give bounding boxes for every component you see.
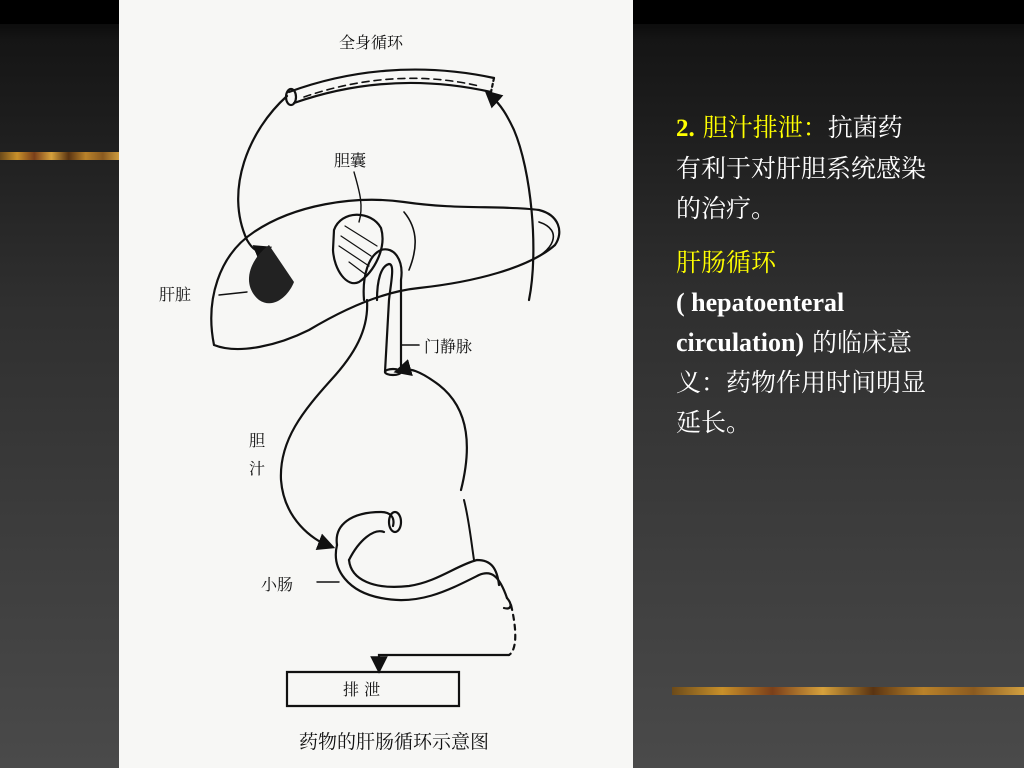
label-gallbladder: 胆囊 [334, 151, 367, 170]
blood-flow-line [402, 369, 467, 490]
portal-vein-vessel [364, 249, 402, 375]
systemic-circulation-vessel [286, 70, 494, 105]
flow-line-ascending [491, 96, 533, 300]
point-2-body: 抗菌药有利于对肝胆系统感染的治疗。 [676, 113, 927, 223]
point-2-title: 胆汁排泄： [702, 113, 828, 142]
diagram-caption: 药物的肝肠循环示意图 [299, 731, 490, 753]
diagram-drawing [119, 0, 633, 768]
label-excretion: 排 泄 [343, 680, 381, 699]
label-liver: 肝脏 [159, 285, 192, 304]
enterohepatic-diagram [119, 0, 633, 768]
liver-shadow [249, 245, 294, 303]
accent-bar-left [0, 152, 120, 160]
label-portal-vein: 门静脉 [424, 337, 473, 356]
cycle-title: 肝肠循环 [676, 248, 777, 277]
explanation-text [676, 108, 926, 443]
point-2-paragraph [676, 108, 926, 229]
label-bile-char1: 胆 [249, 431, 266, 450]
cycle-paragraph [676, 243, 926, 443]
gallbladder-shape [333, 215, 382, 283]
point-2-number: 2. [676, 115, 695, 142]
label-systemic-circulation: 全身循环 [339, 33, 404, 52]
cycle-body: 的临床意义：药物作用时间明显延长。 [676, 328, 927, 437]
label-bile-char2: 汁 [249, 459, 266, 478]
cycle-english-term: ( hepatoenteral circulation) [676, 288, 845, 357]
label-small-intestine: 小肠 [261, 575, 294, 594]
accent-bar-right [672, 687, 1024, 695]
small-intestine-shape [336, 512, 511, 608]
